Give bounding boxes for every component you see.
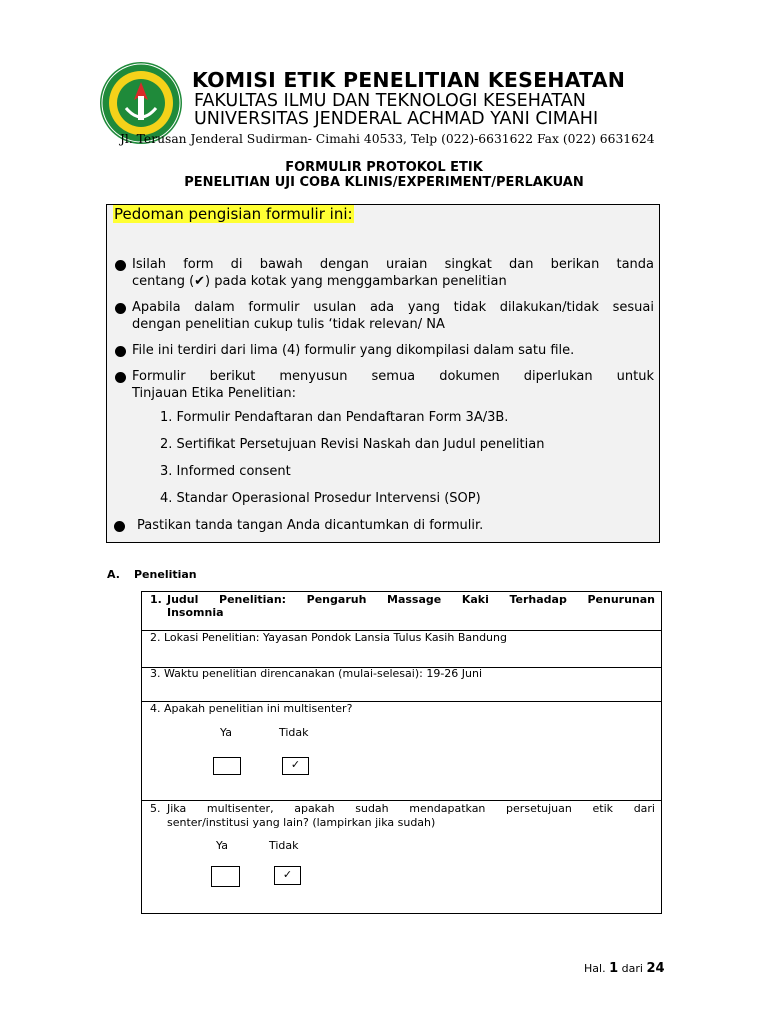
bullet-icon	[114, 521, 125, 532]
research-title-line1: Judul Penelitian: Pengaruh Massage Kaki Terhadap Penurunan	[167, 593, 655, 606]
guide-bullet-3: File ini terdiri dari lima (4) formulir yang dikompilasi dalam satu file.	[132, 343, 575, 358]
guide-doc-item: 1. Formulir Pendaftaran dan Pendaftaran Form 3A/3B.	[160, 410, 509, 425]
table-row	[141, 701, 662, 801]
row-number: 5.	[150, 802, 161, 815]
guide-bullet-2-line2: dengan penelitian cukup tulis ‘tidak relevan/ NA	[132, 317, 445, 332]
guide-title: Pedoman pengisian formulir ini:	[114, 205, 353, 223]
guide-bullet-4-line1: Formulir berikut menyusun semua dokumen diperlukan untuk	[132, 369, 654, 384]
table-row	[141, 591, 662, 631]
no-checkbox[interactable]	[274, 866, 301, 885]
address: Jl. Terusan Jenderal Sudirman- Cimahi 40533, Telp (022)-6631622 Fax (022) 6631624	[120, 132, 655, 146]
table-row	[141, 667, 662, 702]
yes-checkbox[interactable]	[213, 757, 241, 775]
multicenter-approval-line2: senter/institusi yang lain? (lampirkan jika sudah)	[167, 816, 436, 829]
yes-checkbox[interactable]	[211, 866, 240, 887]
multicenter-approval-line1: Jika multisenter, apakah sudah mendapatkan persetujuan etik dari	[167, 802, 655, 815]
committee-title: KOMISI ETIK PENELITIAN KESEHATAN	[192, 68, 626, 92]
check-icon: ✓	[290, 758, 301, 771]
bullet-icon	[115, 346, 126, 357]
option-yes-label: Ya	[220, 726, 232, 739]
guide-doc-item: 2. Sertifikat Persetujuan Revisi Naskah dan Judul penelitian	[160, 437, 545, 452]
guide-bullet-1-line2: centang (✔) pada kotak yang menggambarkan penelitian	[132, 274, 507, 289]
guide-bullet-2-line1: Apabila dalam formulir usulan ada yang tidak dilakukan/tidak sesuai	[132, 300, 654, 315]
page-prefix: Hal.	[584, 962, 606, 975]
table-row	[141, 630, 662, 668]
guide-doc-item: 4. Standar Operasional Prosedur Intervensi (SOP)	[160, 491, 481, 506]
form-title-line2: PENELITIAN UJI COBA KLINIS/EXPERIMENT/PERLAKUAN	[184, 175, 584, 190]
no-checkbox[interactable]	[282, 757, 309, 775]
option-no-label: Tidak	[279, 726, 309, 739]
guide-bullet-4-line2: Tinjauan Etika Penelitian:	[132, 386, 296, 401]
research-location: 2. Lokasi Penelitian: Yayasan Pondok Lansia Tulus Kasih Bandung	[150, 631, 507, 644]
bullet-icon	[115, 303, 126, 314]
option-no-label: Tidak	[269, 839, 299, 852]
page-of: dari	[621, 962, 643, 975]
check-icon: ✓	[282, 868, 293, 881]
research-period: 3. Waktu penelitian direncanakan (mulai-selesai): 19-26 Juni	[150, 667, 483, 680]
form-title-line1: FORMULIR PROTOKOL ETIK	[285, 160, 483, 175]
research-title-line2: Insomnia	[167, 606, 224, 619]
page-number	[584, 961, 665, 976]
bullet-icon	[115, 260, 126, 271]
total-pages: 24	[646, 961, 665, 976]
guide-bullet-1-line1: Isilah form di bawah dengan uraian singkat dan berikan tanda	[132, 257, 654, 272]
guide-doc-item: 3. Informed consent	[160, 464, 291, 479]
table-row	[141, 800, 662, 914]
section-title: Penelitian	[134, 568, 197, 581]
section-letter: A.	[107, 568, 120, 581]
row-number: 1.	[150, 593, 162, 606]
bullet-icon	[115, 372, 126, 383]
option-yes-label: Ya	[216, 839, 228, 852]
guide-bullet-5: Pastikan tanda tangan Anda dicantumkan di formulir.	[137, 518, 484, 533]
faculty-title: FAKULTAS ILMU DAN TEKNOLOGI KESEHATAN	[194, 91, 586, 111]
university-title: UNIVERSITAS JENDERAL ACHMAD YANI CIMAHI	[194, 109, 599, 129]
current-page: 1	[609, 961, 619, 976]
multicenter-question: 4. Apakah penelitian ini multisenter?	[150, 702, 353, 715]
